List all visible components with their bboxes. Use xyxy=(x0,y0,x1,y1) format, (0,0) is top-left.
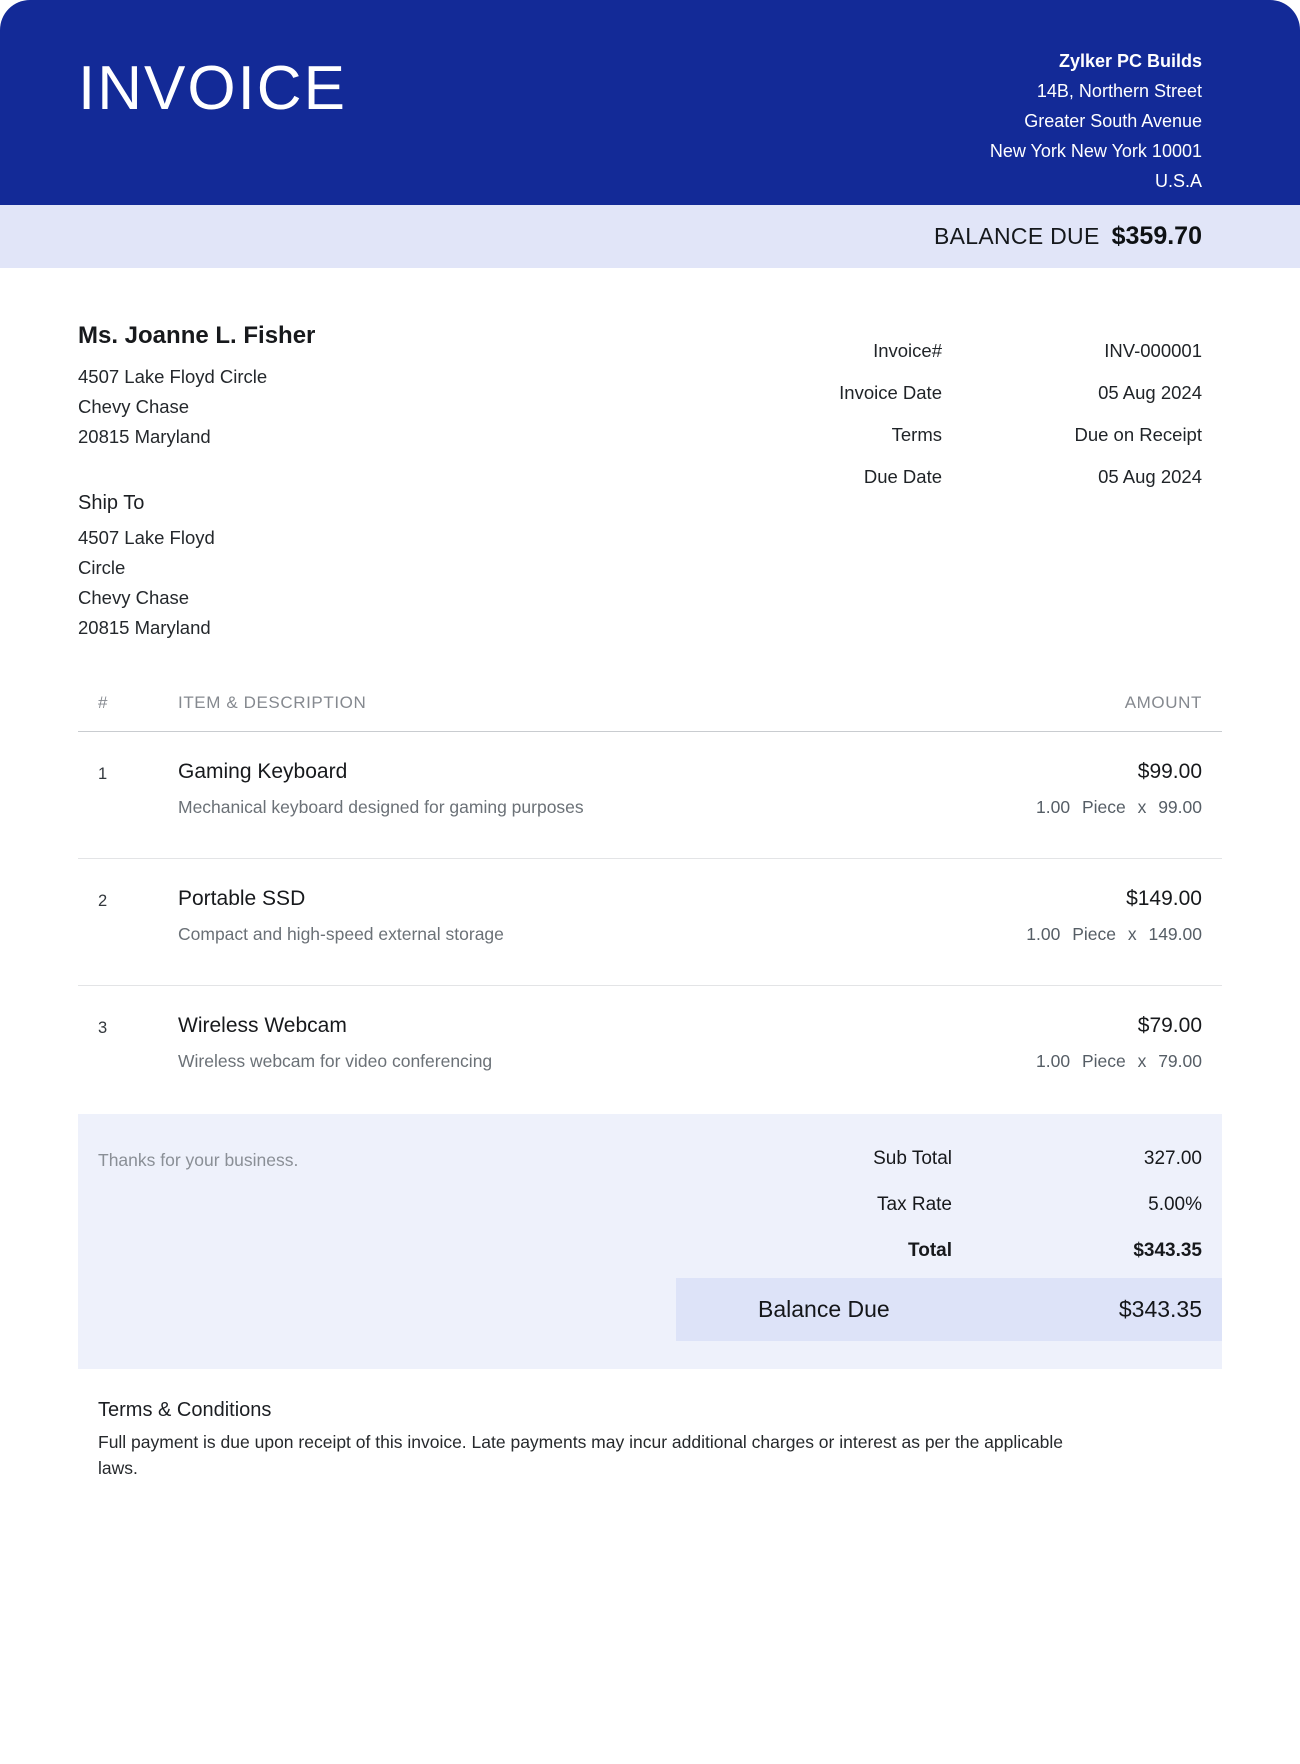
subtotal-label: Sub Total xyxy=(873,1148,952,1169)
items-table xyxy=(78,681,1222,1112)
table-row xyxy=(78,859,1222,986)
tax-rate-value: 5.00% xyxy=(1148,1194,1202,1215)
item-qty-line: 1.00 Piece x 149.00 xyxy=(1026,924,1202,944)
info-section xyxy=(0,268,1300,643)
total-row xyxy=(78,1228,1222,1274)
balance-due-amount: $359.70 xyxy=(1111,222,1202,250)
meta-label: Invoice# xyxy=(873,340,942,361)
ship-to-address-line: Circle xyxy=(78,557,126,578)
item-cell xyxy=(178,1014,1202,1072)
balance-due-band-label: Balance Due xyxy=(758,1296,890,1322)
bill-to-address-line: Chevy Chase xyxy=(78,396,190,417)
bill-to-address-line: 4507 Lake Floyd Circle xyxy=(78,366,268,387)
meta-label: Due Date xyxy=(863,466,942,487)
balance-due-banner xyxy=(0,205,1300,268)
ship-to-label: Ship To xyxy=(78,492,145,514)
item-name: Wireless Webcam xyxy=(178,1014,347,1037)
meta-row xyxy=(839,330,1202,372)
company-address-line: 14B, Northern Street xyxy=(1036,81,1202,101)
company-address-line: U.S.A xyxy=(1154,171,1202,191)
customer-block xyxy=(78,322,315,643)
subtotal-value: 327.00 xyxy=(1143,1148,1202,1169)
table-row xyxy=(78,732,1222,859)
ship-to-address xyxy=(78,523,315,643)
meta-value: INV-000001 xyxy=(1104,340,1202,361)
balance-due-band-value: $343.35 xyxy=(1118,1296,1202,1322)
item-number: 2 xyxy=(98,892,108,910)
item-amount: $79.00 xyxy=(1137,1014,1202,1037)
bill-to-address-line: 20815 Maryland xyxy=(78,426,211,447)
meta-value: 05 Aug 2024 xyxy=(1098,466,1202,487)
meta-row xyxy=(839,372,1202,414)
header-amount-column: AMOUNT xyxy=(1124,693,1202,712)
item-description: Compact and high-speed external storage xyxy=(178,924,504,944)
item-cell xyxy=(178,760,1202,818)
items-table-header xyxy=(78,681,1222,732)
terms-heading: Terms & Conditions xyxy=(98,1399,272,1421)
summary-rows xyxy=(78,1114,1222,1341)
balance-due-band xyxy=(676,1278,1222,1341)
item-qty-line: 1.00 Piece x 79.00 xyxy=(1036,1051,1202,1071)
tax-rate-row xyxy=(78,1182,1222,1228)
item-description: Mechanical keyboard designed for gaming purposes xyxy=(178,797,584,817)
item-qty-line: 1.00 Piece x 99.00 xyxy=(1036,797,1202,817)
total-value: $343.35 xyxy=(1133,1240,1202,1261)
terms-body: Full payment is due upon receipt of this invoice. Late payments may incur additional charges or interest as per the applicable laws. xyxy=(98,1432,1063,1478)
item-amount: $99.00 xyxy=(1137,760,1202,783)
meta-value: 05 Aug 2024 xyxy=(1098,382,1202,403)
company-block xyxy=(990,46,1202,196)
table-row xyxy=(78,986,1222,1112)
item-name: Gaming Keyboard xyxy=(178,760,348,783)
meta-label: Terms xyxy=(891,424,942,445)
item-number: 3 xyxy=(98,1019,108,1037)
company-name: Zylker PC Builds xyxy=(1058,51,1202,71)
terms-section xyxy=(98,1399,1202,1481)
company-address-line: Greater South Avenue xyxy=(1024,111,1202,131)
header-number-column: # xyxy=(98,693,109,712)
ship-to-address-line: 20815 Maryland xyxy=(78,617,211,638)
meta-value: Due on Receipt xyxy=(1074,424,1202,445)
balance-due-label: BALANCE DUE xyxy=(933,223,1100,249)
item-description: Wireless webcam for video conferencing xyxy=(178,1051,493,1071)
invoice-header xyxy=(0,0,1300,205)
item-name: Portable SSD xyxy=(178,887,306,910)
item-amount: $149.00 xyxy=(1126,887,1202,910)
item-cell xyxy=(178,887,1202,945)
header-item-column: ITEM & DESCRIPTION xyxy=(178,693,367,712)
thanks-note: Thanks for your business. xyxy=(98,1150,299,1170)
meta-row xyxy=(839,456,1202,498)
page-title: INVOICE xyxy=(78,54,347,123)
meta-label: Invoice Date xyxy=(839,382,942,403)
ship-to-address-line: Chevy Chase xyxy=(78,587,190,608)
invoice-meta xyxy=(839,330,1202,643)
summary-box xyxy=(78,1114,1222,1369)
bill-to-address xyxy=(78,362,315,452)
tax-rate-label: Tax Rate xyxy=(877,1194,952,1215)
item-number: 1 xyxy=(98,765,108,783)
total-label: Total xyxy=(908,1240,952,1261)
meta-row xyxy=(839,414,1202,456)
company-address-line: New York New York 10001 xyxy=(989,141,1202,161)
ship-to-address-line: 4507 Lake Floyd xyxy=(78,527,215,548)
bill-to-name: Ms. Joanne L. Fisher xyxy=(78,322,316,349)
